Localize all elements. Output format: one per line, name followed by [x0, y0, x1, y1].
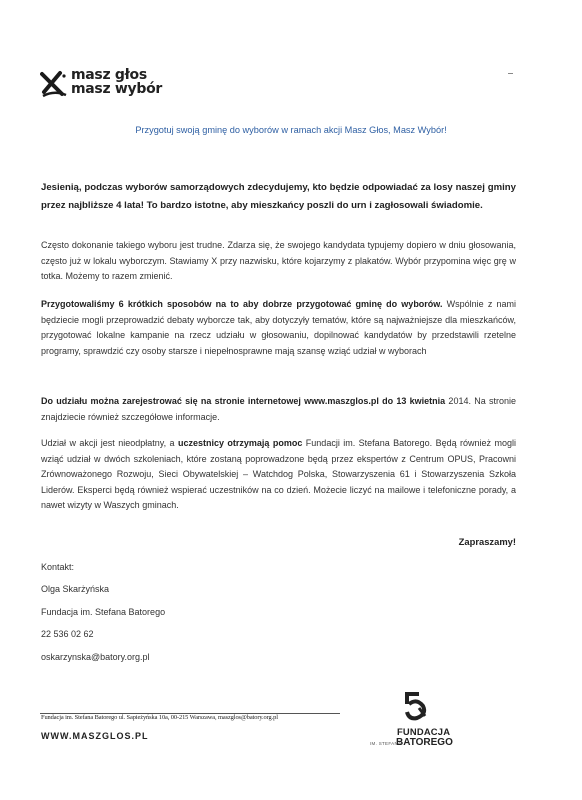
registration-paragraph [41, 394, 516, 425]
contact-block [41, 561, 165, 673]
ways-bold-text: Przygotowaliśmy 6 krótkich sposobów na to aby dobrze przygotować gminę do wyborów. [41, 299, 443, 309]
lead-text: Jesienią, podczas wyborów samorządowych zdecydujemy, kto będzie odpowiadać za losy naszej gminy przez najbliższe 4 lata! To bardzo istotne, aby mieszkańcy poszli do urn i zagłosowali świadomie. [41, 182, 516, 211]
ways-text: Wspólnie z nami będziecie mogli przeprowadzić debaty wyborcze tak, aby dotyczyły tematów, które są najważniejsze dla mieszkańców, przygotować lokalne kampanie na rzecz udziału w głosowaniu, dopilnować kandydatów by przedstawili rzetelne programy, sprawdzić czy osoby starsze i niepełnosprawne mają szansę wziąć udział w wyborach [41, 299, 516, 356]
registration-bold-text: Do udziału można zarejestrować się na stronie internetowej www.maszglos.pl do 13 kwietnia [41, 396, 446, 406]
footer-address: Fundacja im. Stefana Batorego ul. Sapieżyńska 10a, 00-215 Warszawa, maszglos@batory.org.pl [41, 714, 278, 721]
logo-line-2: masz wybór [71, 81, 162, 97]
scan-mark [508, 73, 513, 74]
participation-text-a: Udział w akcji jest nieodpłatny, a [41, 438, 178, 448]
fundacja-batorego-logo [370, 692, 460, 752]
participation-text-b: Fundacji im. Stefana Batorego. Będą również mogli wziąć udział w dwóch szkoleniach, które zostaną poprowadzone będą przez ekspertów z Centrum OPUS, Pracowni Zrównoważonego Rozwoju, Sieci Obywatelskiej – Watchdog Polska, Stowarzyszenia 61 i Stowarzyszenia Szkoła Liderów. Eksperci będą również wspierać uczestników na co dzień. Możecie liczyć na mailowe i telefoniczne porady, a nawet wizyty w Waszych gminach. [41, 438, 516, 511]
closing-text: Zapraszamy! [458, 536, 516, 547]
fundacja-logo-bottom: BATOREGO [396, 737, 453, 748]
fundacja-logo-im: IM. STEFANA [370, 741, 402, 746]
ways-paragraph [41, 297, 516, 359]
contact-email: oskarzynska@batory.org.pl [41, 651, 150, 662]
intro-heading: Przygotuj swoją gminę do wyborów w ramach akcji Masz Głos, Masz Wybór! [135, 125, 447, 135]
logo-line-1: masz głos [71, 67, 147, 83]
registration-text: 2014. Na stronie znajdziecie również szczegółowe informacje. [41, 396, 517, 422]
fundacja-logo-top: FUNDACJA [397, 726, 451, 737]
participation-paragraph [41, 436, 516, 514]
masz-glos-logo [40, 68, 162, 102]
fundacja-emblem-icon [401, 692, 431, 722]
contact-label: Kontakt: [41, 562, 75, 572]
contact-organization: Fundacja im. Stefana Batorego [41, 606, 166, 617]
contact-name: Olga Skarżyńska [41, 584, 110, 595]
choice-paragraph: Często dokonanie takiego wyboru jest trudne. Zdarza się, że swojego kandydata typujemy dopiero w dniu głosowania, często już w lokalu wyborczym. Stawiamy X przy nazwisku, które kojarzymy z plakatów. Wybór przypomina więc grę w totka. Możemy to razem zmienić. [41, 240, 516, 282]
lead-paragraph [41, 179, 516, 214]
contact-phone: 22 536 02 62 [41, 629, 94, 640]
participation-bold-text: uczestnicy otrzymają pomoc [177, 438, 303, 448]
ballot-x-icon [40, 70, 68, 102]
footer-url: WWW.MASZGLOS.PL [41, 731, 149, 741]
